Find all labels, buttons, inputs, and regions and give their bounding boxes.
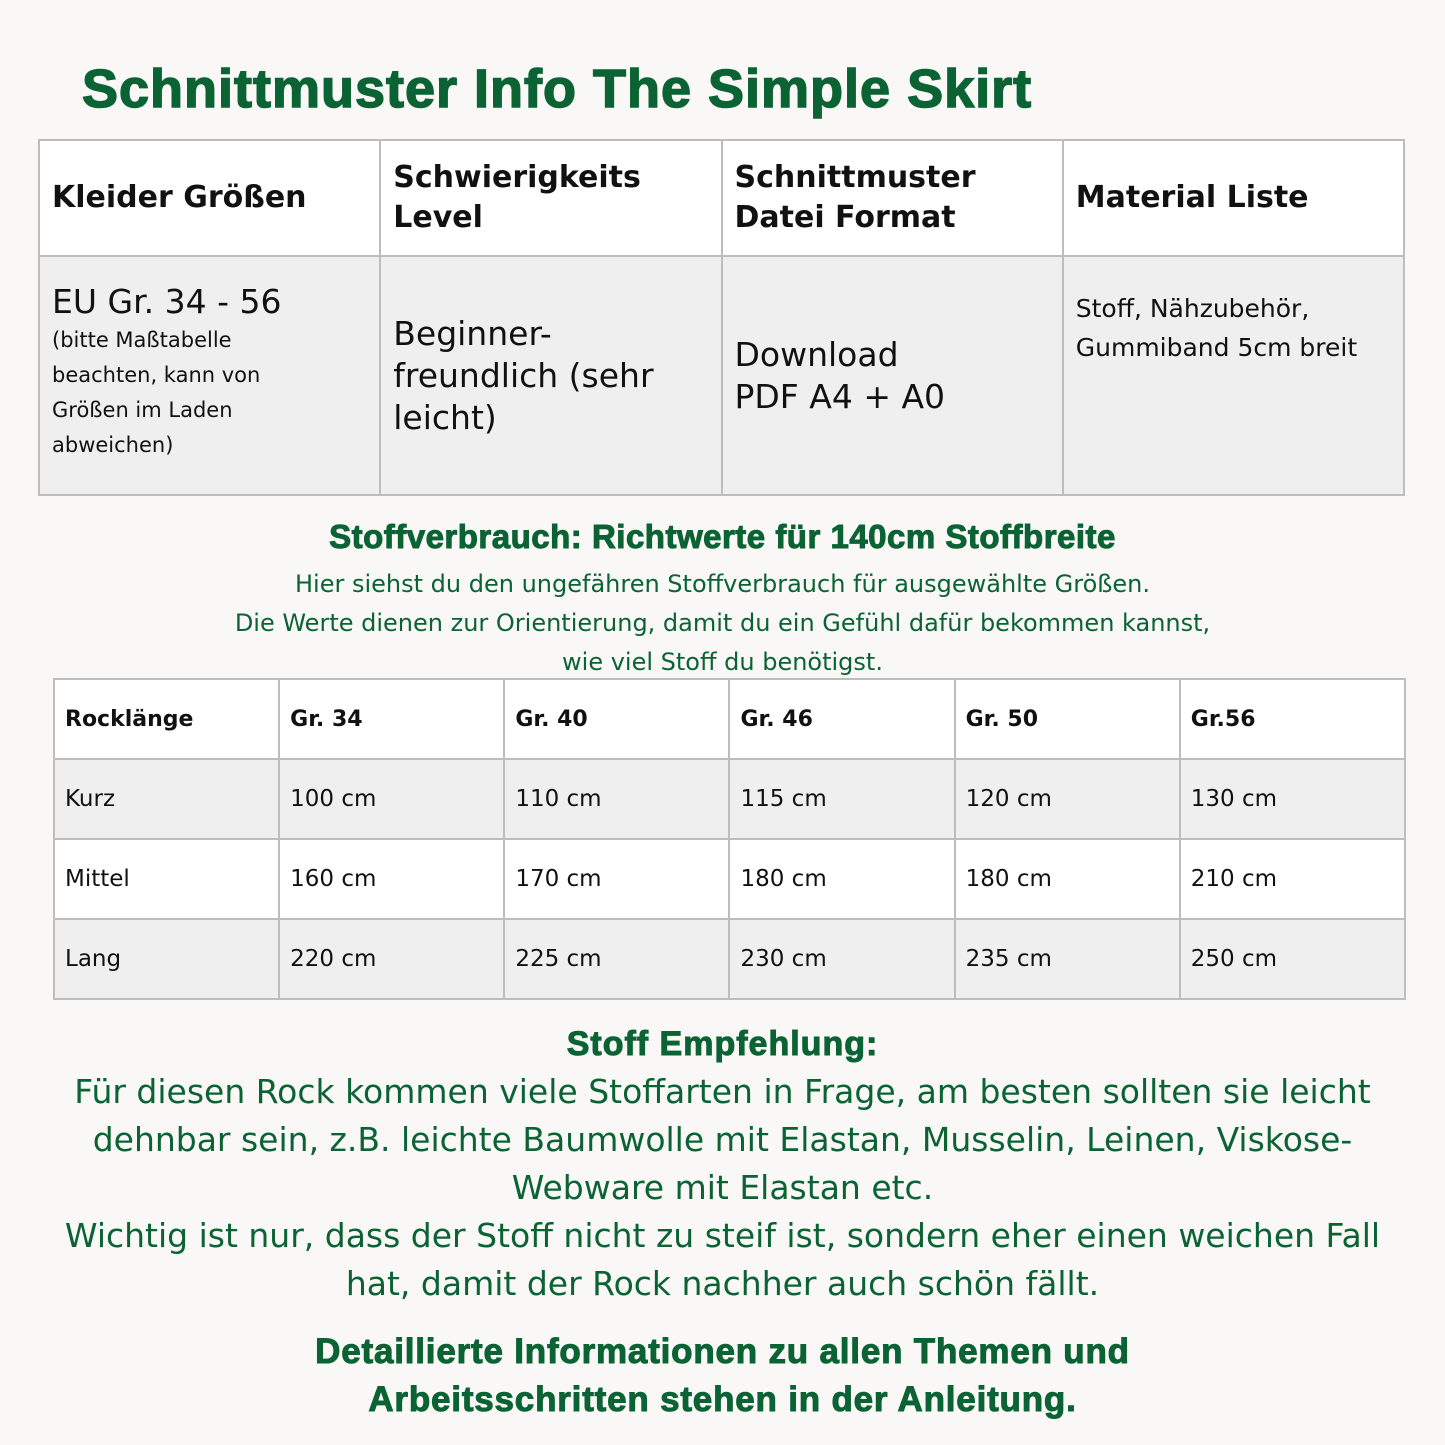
cell: 130 cm bbox=[1180, 759, 1405, 839]
cell: 210 cm bbox=[1180, 839, 1405, 919]
footer-note bbox=[0, 1328, 1445, 1424]
sizes-main: EU Gr. 34 - 56 bbox=[52, 282, 282, 321]
cell: 180 cm bbox=[955, 839, 1180, 919]
cell: 230 cm bbox=[729, 919, 954, 999]
recommendation-line: Wichtig ist nur, dass der Stoff nicht zu steif ist, sondern eher einen weichen Fall bbox=[64, 1216, 1381, 1255]
info-table-body-row bbox=[39, 256, 1404, 495]
cell: 220 cm bbox=[279, 919, 504, 999]
cell: 120 cm bbox=[955, 759, 1180, 839]
table-row bbox=[54, 839, 1405, 919]
description-line: Hier siehst du den ungefähren Stoffverbrauch für ausgewählte Größen. bbox=[294, 570, 1150, 598]
cell: 115 cm bbox=[729, 759, 954, 839]
cell: 235 cm bbox=[955, 919, 1180, 999]
page-title: Schnittmuster Info The Simple Skirt bbox=[82, 59, 1033, 119]
table-header-row bbox=[54, 679, 1405, 759]
description-line: Die Werte dienen zur Orientierung, damit du ein Gefühl dafür bekommen kannst, bbox=[234, 609, 1211, 637]
cell: 100 cm bbox=[279, 759, 504, 839]
recommendation-text bbox=[20, 1068, 1425, 1308]
column-header: Rocklänge bbox=[54, 679, 279, 759]
recommendation-line: dehnbar sein, z.B. leichte Baumwolle mit Elastan, Musselin, Leinen, Viskose- bbox=[92, 1120, 1353, 1159]
cell: 225 cm bbox=[504, 919, 729, 999]
info-table-header-row bbox=[39, 140, 1404, 256]
cell-material: Stoff, Nähzubehör, Gummiband 5cm breit bbox=[1063, 256, 1404, 495]
footer-line: Detaillierte Informationen zu allen Themen und bbox=[315, 1332, 1130, 1371]
fabric-usage-description bbox=[0, 565, 1445, 682]
cell: 170 cm bbox=[504, 839, 729, 919]
cell-format: Download PDF A4 + A0 bbox=[722, 256, 1063, 495]
header-material: Material Liste bbox=[1063, 140, 1404, 256]
recommendation-heading: Stoff Empfehlung: bbox=[566, 1025, 879, 1063]
column-header: Gr. 40 bbox=[504, 679, 729, 759]
column-header: Gr. 50 bbox=[955, 679, 1180, 759]
header-format: Schnittmuster Datei Format bbox=[722, 140, 1063, 256]
footer-line: Arbeitsschritten stehen in der Anleitung. bbox=[368, 1380, 1077, 1419]
table-row bbox=[54, 759, 1405, 839]
fabric-usage-heading: Stoffverbrauch: Richtwerte für 140cm Stoffbreite bbox=[329, 518, 1116, 555]
column-header: Gr. 34 bbox=[279, 679, 504, 759]
recommendation-line: Für diesen Rock kommen viele Stoffarten in Frage, am besten sollten sie leicht bbox=[74, 1072, 1371, 1111]
cell-sizes bbox=[39, 256, 380, 495]
header-level: Schwierigkeits Level bbox=[380, 140, 721, 256]
description-line: wie viel Stoff du benötigst. bbox=[562, 648, 883, 676]
column-header: Gr. 46 bbox=[729, 679, 954, 759]
cell: 160 cm bbox=[279, 839, 504, 919]
column-header: Gr.56 bbox=[1180, 679, 1405, 759]
cell: Lang bbox=[54, 919, 279, 999]
sizes-note: (bitte Maßtabelle beachten, kann von Größen im Laden abweichen) bbox=[52, 328, 261, 457]
fabric-usage-table bbox=[53, 678, 1406, 1000]
cell: 180 cm bbox=[729, 839, 954, 919]
recommendation-line: hat, damit der Rock nachher auch schön fällt. bbox=[345, 1264, 1100, 1303]
header-sizes: Kleider Größen bbox=[39, 140, 380, 256]
cell: Mittel bbox=[54, 839, 279, 919]
recommendation-line: Webware mit Elastan etc. bbox=[511, 1168, 934, 1207]
cell: 110 cm bbox=[504, 759, 729, 839]
cell-level: Beginner-freundlich (sehr leicht) bbox=[380, 256, 721, 495]
cell: Kurz bbox=[54, 759, 279, 839]
cell: 250 cm bbox=[1180, 919, 1405, 999]
info-table bbox=[38, 139, 1405, 496]
table-row bbox=[54, 919, 1405, 999]
